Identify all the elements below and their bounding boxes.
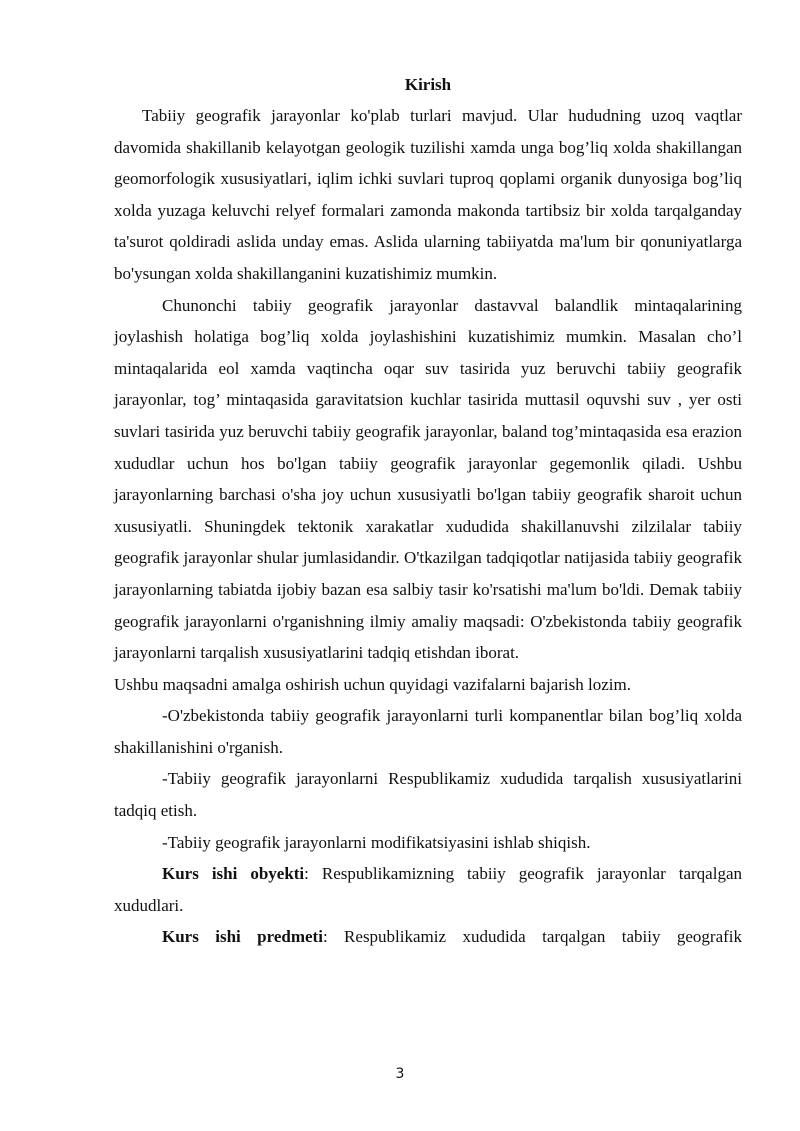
page-number: 3: [395, 1066, 405, 1082]
subject-label: Kurs ishi predmeti: [162, 927, 323, 947]
paragraph-intro: Tabiiy geografik jarayonlar ko'plab turlari mavjud. Ular hududning uzoq vaqtlar davomida shakillanib kelayotgan geologik tuzilishi xamda unga bog’liq xolda shakillangan geomorfologik xususiyatlari, iqlim ichki suvlari tuproq qoplami organik dunyosiga bog’liq xolda yuzaga keluvchi relyef formalari zamonda makonda tartibsiz bir xolda tarqalganday ta'surot qoldiradi aslida unday emas. Aslida ularning tabiiyatda ma'lum bir qonuniyatlarga bo'ysungan xolda shakillanganini kuzatishimiz mumkin.: [114, 106, 742, 283]
object-label: Kurs ishi obyekti: [162, 864, 305, 884]
task-item-3: -Tabiiy geografik jarayonlarni modifikatsiyasini ishlab shiqish.: [162, 832, 591, 852]
paragraph-tasks-intro: Ushbu maqsadni amalga oshirish uchun quyidagi vazifalarni bajarish lozim.: [114, 674, 631, 694]
section-title: Kirish: [404, 75, 452, 94]
task-item-2: -Tabiiy geografik jarayonlarni Respublikamiz xududida tarqalish xususiyatlarini tadqiq etish.: [114, 769, 742, 821]
paragraph-object: [114, 858, 742, 921]
paragraph-subject: [114, 921, 742, 953]
object-text: : Respublikamizning tabiiy geografik jarayonlar tarqalgan xududlari.: [114, 864, 742, 915]
task-item-1: -O'zbekistonda tabiiy geografik jarayonlarni turli kompanentlar bilan bog’liq xolda shakillanishini o'rganish.: [114, 706, 742, 757]
paragraph-zones: Chunonchi tabiiy geografik jarayonlar dastavval balandlik mintaqalarining joylashish holatiga bog’liq xolda joylashishini kuzatishimiz mumkin. Masalan cho’l mintaqalarida eol xamda vaqtincha oqar suv tasirida yuz beruvchi tabiiy geografik jarayonlar, tog’ mintaqasida garavitatsion kuchlar tasirida muttasil oquvshi suv , yer osti suvlari tasirida yuz beruvchi tabiiy geografik jarayonlar, baland tog’mintaqasida esa erazion xududlar uchun hos bo'lgan tabiiy geografik jarayonlar gegemonlik qiladi. Ushbu jarayonlarning barchasi o'sha joy uchun xususiyatli bo'lgan tabiiy geografik sharoit uchun xususiyatli. Shuningdek tektonik xarakatlar xududida shakillanuvshi zilzilalar tabiiy geografik jarayonlar shular jumlasidandir. O'tkazilgan tadqiqotlar natijasida tabiiy geografik jarayonlarning tabiatda ijobiy bazan esa salbiy tasir ko'rsatishi ma'lum bo'ldi. Demak tabiiy geografik jarayonlarni o'rganishning ilmiy amaliy maqsadi: O'zbekistonda tabiiy geografik jarayonlarni tarqalish xususiyatlarini tadqiq etishdan iborat.: [114, 295, 742, 663]
subject-text: : Respublikamiz xududida tarqalgan tabiiy geografik: [322, 927, 742, 947]
